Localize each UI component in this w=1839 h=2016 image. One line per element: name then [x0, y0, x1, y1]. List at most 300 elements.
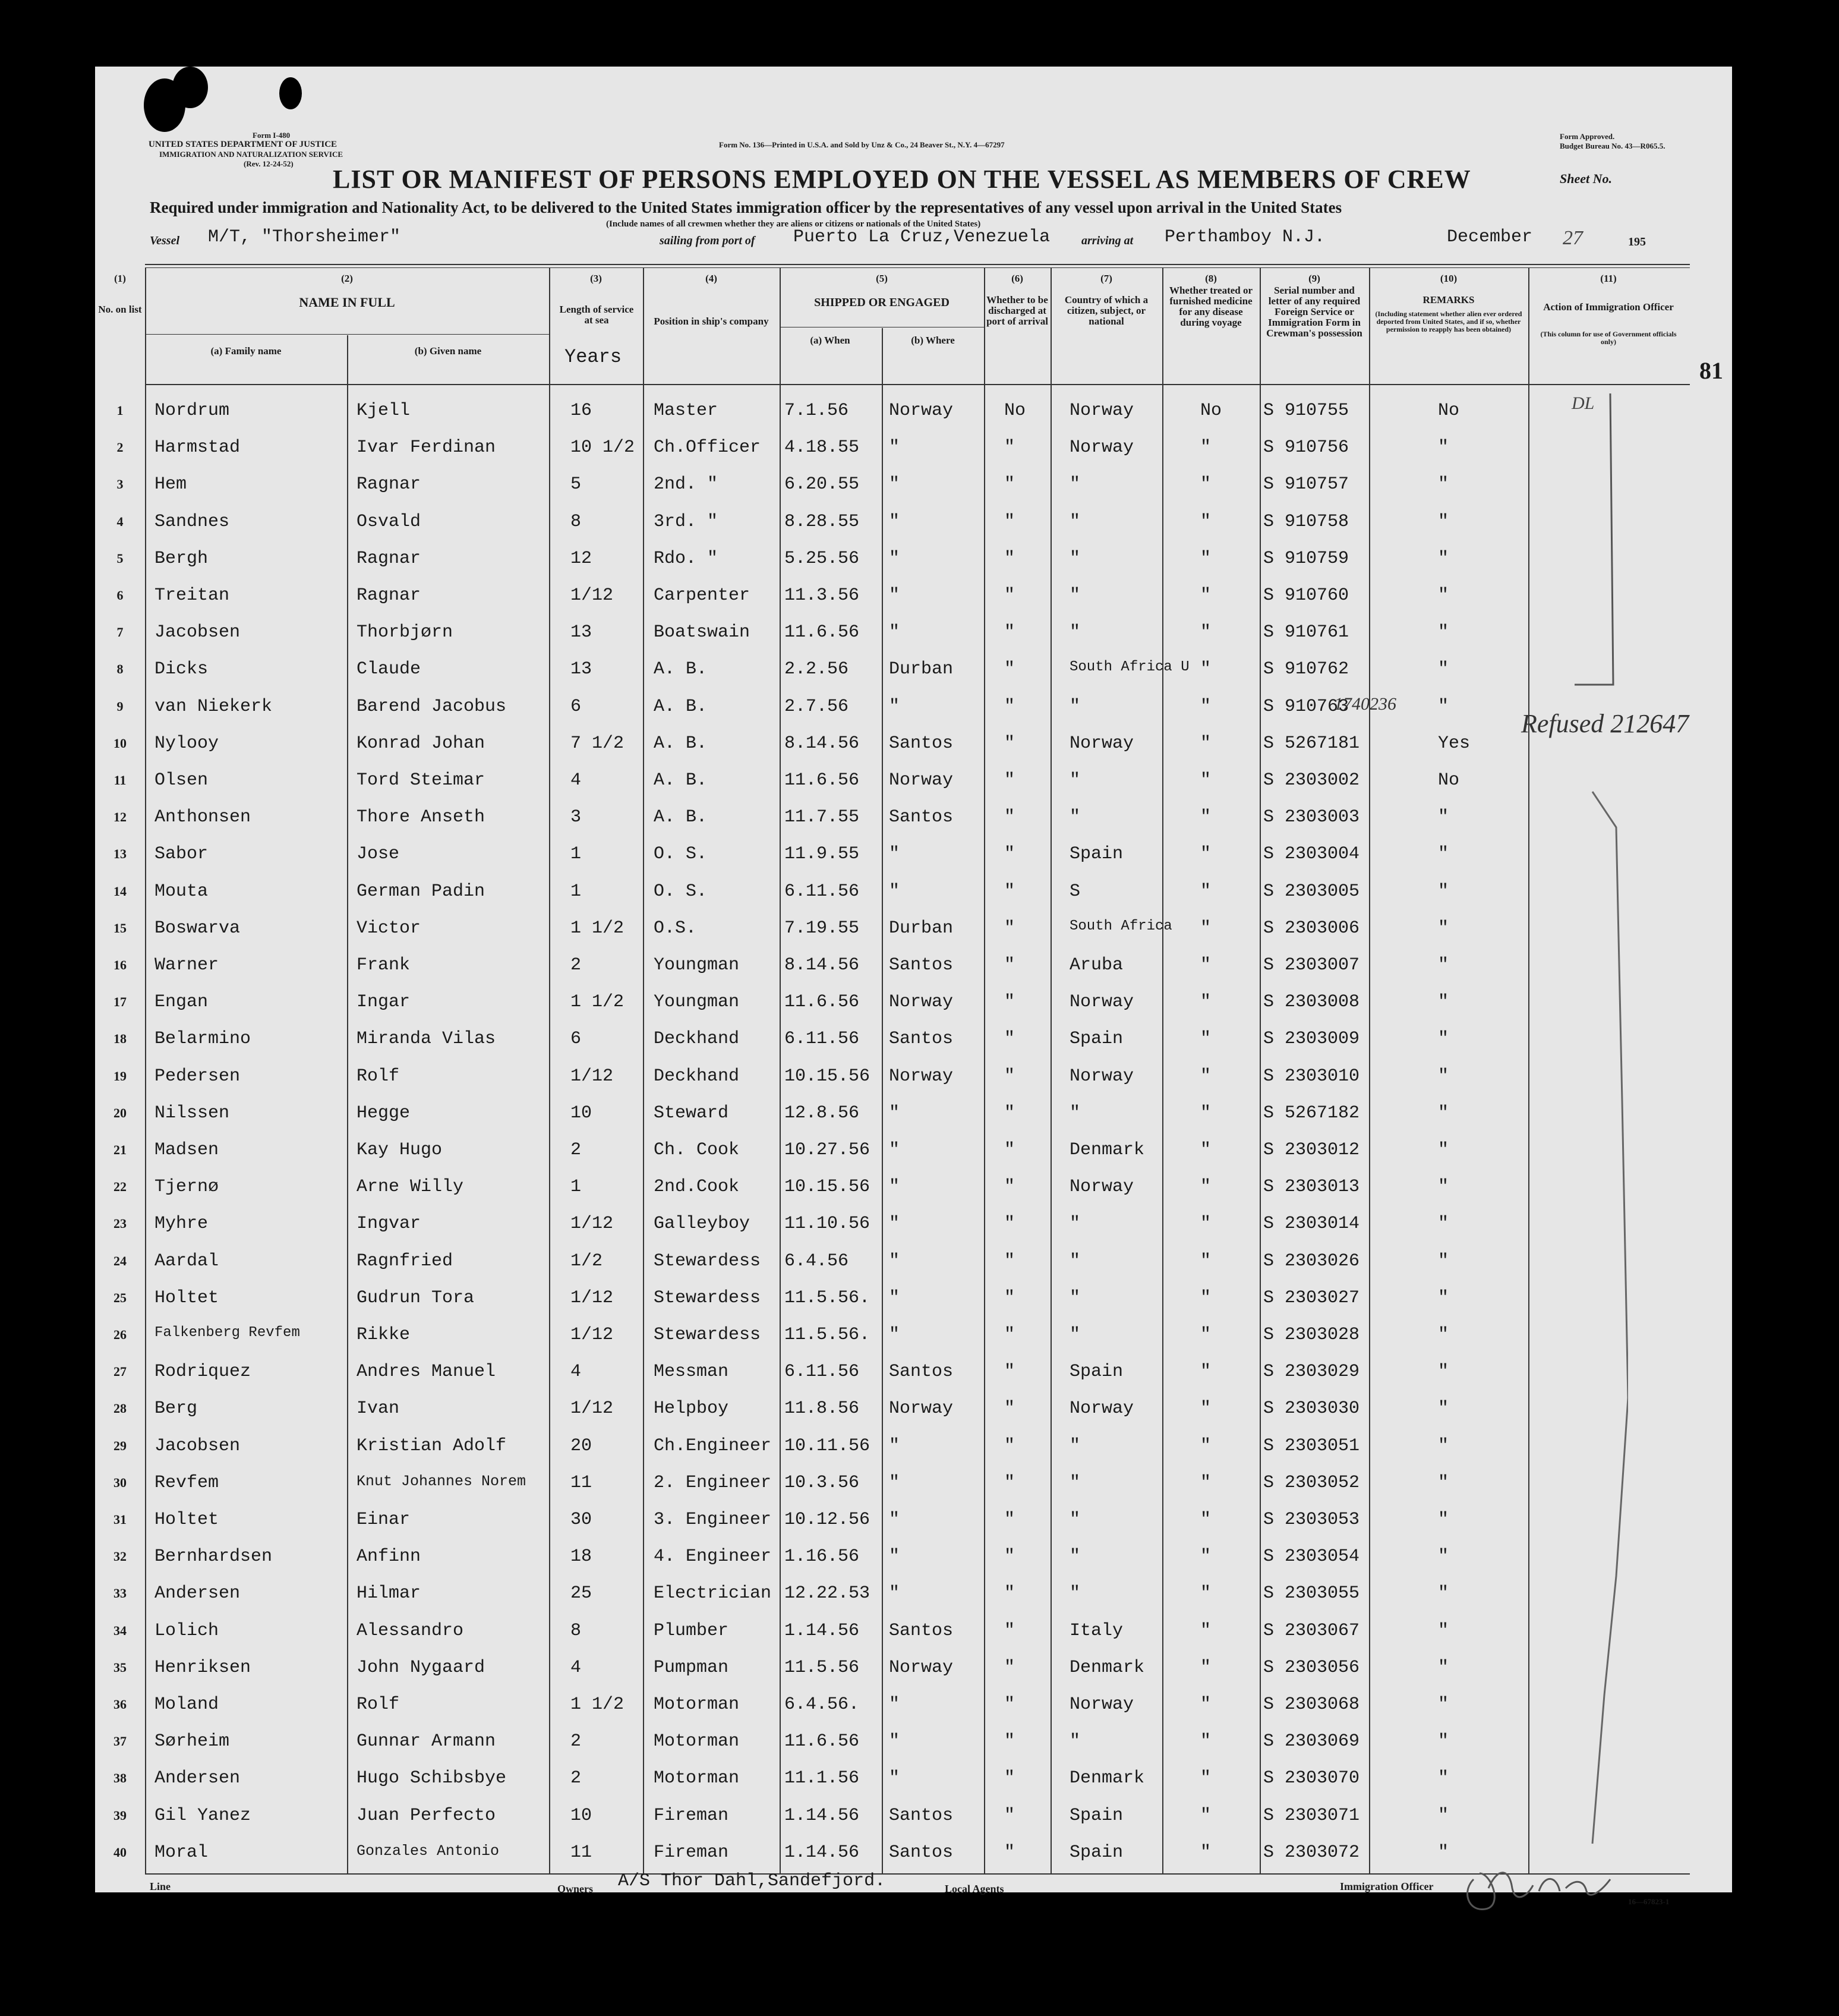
rule-top2: [145, 267, 1690, 268]
row-number: 2: [116, 440, 124, 455]
cell-disch: ": [1004, 1657, 1015, 1678]
cell-position: 2. Engineer: [654, 1472, 772, 1493]
cell-years: 1/12: [570, 1287, 614, 1308]
cell-serial: S 910763: [1263, 696, 1349, 717]
cell-serial: S 2303056: [1263, 1657, 1360, 1678]
cell-where: ": [889, 437, 900, 458]
cell-remarks: No: [1438, 770, 1460, 790]
cell-position: Youngman: [654, 992, 740, 1013]
cell-family: Treitan: [154, 585, 230, 606]
cell-country: ": [1070, 1510, 1081, 1530]
cell-country: ": [1070, 770, 1081, 790]
row-number: 13: [113, 846, 127, 862]
arriving-value: Perthamboy N.J.: [1165, 227, 1326, 247]
col11-num: (11): [1600, 273, 1617, 284]
cell-med: ": [1200, 1620, 1212, 1641]
cell-years: 12: [570, 548, 592, 569]
col9-header: Serial number and letter of any required Foreign Service or Immigration Form in Crewman's possession: [1266, 285, 1362, 339]
cell-given: Alessandro: [357, 1620, 464, 1641]
cell-family: Berg: [154, 1398, 198, 1419]
cell-family: Revfem: [154, 1472, 219, 1493]
cell-years: 1 1/2: [570, 992, 624, 1013]
cell-disch: ": [1004, 585, 1015, 606]
col8-header: Whether treated or furnished medicine for any disease during voyage: [1169, 285, 1253, 328]
cell-where: ": [889, 548, 900, 569]
cell-years: 1/12: [570, 1066, 614, 1086]
cell-disch: ": [1004, 1472, 1015, 1493]
row-number: 33: [113, 1586, 127, 1601]
cell-serial: S 2303012: [1263, 1140, 1360, 1160]
cell-country: ": [1070, 1583, 1081, 1604]
row-number: 36: [113, 1697, 127, 1712]
cell-disch: ": [1004, 1694, 1015, 1715]
cell-remarks: ": [1438, 1546, 1449, 1567]
cell-med: ": [1200, 1731, 1212, 1752]
cell-given: Rolf: [357, 1694, 400, 1715]
cell-disch: ": [1004, 918, 1015, 938]
row-number: 21: [113, 1142, 127, 1157]
cell-when: 11.8.56: [784, 1398, 860, 1419]
cell-when: 11.1.56: [784, 1768, 860, 1789]
cell-years: 4: [570, 770, 582, 790]
row-number: 39: [113, 1807, 127, 1823]
cell-when: 8.28.55: [784, 511, 860, 532]
cell-when: 10.12.56: [784, 1510, 870, 1530]
cell-given: German Padin: [357, 881, 485, 902]
row-number: 11: [113, 773, 127, 788]
cell-disch: ": [1004, 1287, 1015, 1308]
row-number: 1: [116, 403, 124, 418]
cell-where: ": [889, 844, 900, 865]
cell-disch: ": [1004, 1029, 1015, 1050]
cell-position: Fireman: [654, 1842, 729, 1863]
cell-disch: ": [1004, 1768, 1015, 1789]
cell-remarks: ": [1438, 992, 1449, 1013]
cell-disch: ": [1004, 1214, 1015, 1234]
cell-years: 8: [570, 511, 582, 532]
col6-num: (6): [1011, 273, 1023, 284]
cell-med: ": [1200, 437, 1212, 458]
cell-years: 2: [570, 1140, 582, 1160]
cell-serial: S 2303008: [1263, 992, 1360, 1013]
cell-given: Tord Steimar: [357, 770, 485, 790]
cell-where: Santos: [889, 1620, 954, 1641]
cell-med: ": [1200, 1657, 1212, 1678]
cell-family: Nordrum: [154, 401, 230, 421]
cell-serial: S 2303003: [1263, 807, 1360, 828]
page-number: 81: [1699, 357, 1723, 384]
cell-med: ": [1200, 955, 1212, 975]
cell-country: Spain: [1070, 1805, 1124, 1826]
cell-given: Rolf: [357, 1066, 400, 1086]
cell-given: Gunnar Armann: [357, 1731, 496, 1752]
cell-position: Ch. Cook: [654, 1140, 740, 1160]
row-number: 15: [113, 920, 127, 935]
cell-disch: ": [1004, 1510, 1015, 1530]
cell-given: Ragnfried: [357, 1250, 453, 1271]
cell-med: ": [1200, 548, 1212, 569]
cell-serial: S 910758: [1263, 511, 1349, 532]
rule-top: [145, 264, 1690, 265]
cell-where: ": [889, 1510, 900, 1530]
cell-years: 7 1/2: [570, 733, 624, 754]
cell-remarks: ": [1438, 437, 1449, 458]
cell-when: 8.14.56: [784, 733, 860, 754]
cell-serial: S 2303029: [1263, 1362, 1360, 1382]
cell-disch: ": [1004, 1620, 1015, 1641]
cell-years: 16: [570, 401, 592, 421]
cell-country: Norway: [1070, 1694, 1134, 1715]
column-rule: [643, 267, 644, 1873]
sailing-label: sailing from port of: [660, 234, 755, 247]
cell-years: 11: [570, 1472, 592, 1493]
cell-country: ": [1070, 622, 1081, 643]
cell-family: Engan: [154, 992, 209, 1013]
footer-line-label: Line: [150, 1880, 171, 1892]
cell-country: Denmark: [1070, 1140, 1145, 1160]
cell-where: ": [889, 474, 900, 495]
cell-family: Dicks: [154, 659, 209, 680]
cell-med: ": [1200, 733, 1212, 754]
cell-serial: S 910761: [1263, 622, 1349, 643]
cell-where: Norway: [889, 992, 954, 1013]
row-number: 18: [113, 1031, 127, 1047]
cell-given: Konrad Johan: [357, 733, 485, 754]
cell-where: ": [889, 1694, 900, 1715]
cell-country: Aruba: [1070, 955, 1124, 975]
cell-where: Norway: [889, 1066, 954, 1086]
cell-when: 6.4.56.: [784, 1694, 860, 1715]
cell-remarks: ": [1438, 1177, 1449, 1198]
cell-given: Andres Manuel: [357, 1362, 496, 1382]
cell-where: ": [889, 585, 900, 606]
cell-remarks: ": [1438, 511, 1449, 532]
cell-country: Spain: [1070, 1362, 1124, 1382]
cell-where: Santos: [889, 955, 954, 975]
cell-position: O. S.: [654, 881, 708, 902]
cell-years: 4: [570, 1362, 582, 1382]
cell-when: 11.9.55: [784, 844, 860, 865]
cell-position: Motorman: [654, 1768, 740, 1789]
cell-given: Ingar: [357, 992, 411, 1013]
cell-disch: ": [1004, 622, 1015, 643]
col5b-header: (b) Where: [911, 335, 955, 346]
arriving-label: arriving at: [1081, 234, 1134, 247]
row-number: 9: [116, 698, 124, 714]
cell-where: ": [889, 1472, 900, 1493]
cell-remarks: ": [1438, 696, 1449, 717]
cell-given: Kjell: [357, 401, 411, 421]
cell-family: Rodriquez: [154, 1362, 251, 1382]
cell-country: South Africa: [1070, 918, 1172, 934]
cell-family: Mouta: [154, 881, 209, 902]
cell-serial: S 2303051: [1263, 1435, 1360, 1456]
cell-serial: S 2303067: [1263, 1620, 1360, 1641]
col1-num: (1): [114, 273, 126, 284]
cell-when: 11.5.56: [784, 1657, 860, 1678]
col10-num: (10): [1440, 273, 1458, 284]
cell-med: ": [1200, 918, 1212, 938]
col5-num: (5): [876, 273, 888, 284]
cell-med: ": [1200, 1140, 1212, 1160]
cell-given: Osvald: [357, 511, 421, 532]
damage-blot: [279, 77, 302, 109]
cell-given: Ingvar: [357, 1214, 421, 1234]
cell-family: Lolich: [154, 1620, 219, 1641]
cell-when: 8.14.56: [784, 955, 860, 975]
cell-where: ": [889, 1102, 900, 1123]
cell-given: Victor: [357, 918, 421, 938]
cell-when: 6.11.56: [784, 1362, 860, 1382]
cell-given: Ragnar: [357, 474, 421, 495]
cell-med: ": [1200, 1842, 1212, 1863]
row-number: 28: [113, 1401, 127, 1416]
cell-position: Boatswain: [654, 622, 750, 643]
cell-years: 1/12: [570, 1398, 614, 1419]
cell-serial: S 2303068: [1263, 1694, 1360, 1715]
cell-where: ": [889, 696, 900, 717]
cell-disch: ": [1004, 1177, 1015, 1198]
cell-given: Rikke: [357, 1325, 411, 1345]
row-number: 3: [116, 477, 124, 492]
col2a-header: (a) Family name: [210, 345, 282, 357]
row-number: 25: [113, 1290, 127, 1305]
cell-country: Denmark: [1070, 1768, 1145, 1789]
cell-given: Knut Johannes Norem: [357, 1472, 526, 1490]
year-label: 195: [1628, 235, 1646, 248]
cell-position: A. B.: [654, 733, 708, 754]
row-number: 37: [113, 1734, 127, 1749]
cell-disch: ": [1004, 696, 1015, 717]
row-number: 5: [116, 550, 124, 566]
cell-given: Kristian Adolf: [357, 1435, 507, 1456]
cell-position: Fireman: [654, 1805, 729, 1826]
cell-years: 4: [570, 1657, 582, 1678]
cell-med: ": [1200, 1398, 1212, 1419]
cell-serial: S 2303010: [1263, 1066, 1360, 1086]
cell-years: 18: [570, 1546, 592, 1567]
cell-given: Miranda Vilas: [357, 1029, 496, 1050]
cell-disch: ": [1004, 1731, 1015, 1752]
cell-remarks: ": [1438, 1287, 1449, 1308]
cell-serial: S 2303069: [1263, 1731, 1360, 1752]
col4-num: (4): [705, 273, 717, 284]
cell-position: Galleyboy: [654, 1214, 750, 1234]
cell-position: Helpboy: [654, 1398, 729, 1419]
cell-serial: S 2303054: [1263, 1546, 1360, 1567]
include-note: (Include names of all crewmen whether they are aliens or citizens or nationals of the United States): [606, 219, 981, 229]
cell-disch: No: [1004, 401, 1026, 421]
cell-family: Moland: [154, 1694, 219, 1715]
cell-family: Bergh: [154, 548, 209, 569]
cell-given: Thore Anseth: [357, 807, 485, 828]
cell-serial: S 2303028: [1263, 1325, 1360, 1345]
cell-med: ": [1200, 1435, 1212, 1456]
footer-officer-label: Immigration Officer: [1340, 1880, 1434, 1892]
cell-family: Sørheim: [154, 1731, 230, 1752]
cell-disch: ": [1004, 733, 1015, 754]
cell-when: 1.14.56: [784, 1805, 860, 1826]
cell-when: 11.5.56.: [784, 1325, 870, 1345]
cell-country: Norway: [1070, 437, 1134, 458]
cell-country: ": [1070, 696, 1081, 717]
cell-when: 12.22.53: [784, 1583, 870, 1604]
cell-disch: ": [1004, 1435, 1015, 1456]
cell-position: Steward: [654, 1102, 729, 1123]
cell-years: 1/12: [570, 1325, 614, 1345]
cell-where: ": [889, 1140, 900, 1160]
cell-med: No: [1200, 401, 1222, 421]
cell-disch: ": [1004, 1362, 1015, 1382]
cell-position: Youngman: [654, 955, 740, 975]
row-number: 35: [113, 1659, 127, 1675]
cell-position: Messman: [654, 1362, 729, 1382]
cell-country: Norway: [1070, 992, 1134, 1013]
cell-med: ": [1200, 1177, 1212, 1198]
cell-remarks: ": [1438, 1325, 1449, 1345]
cell-given: Kay Hugo: [357, 1140, 443, 1160]
cell-country: South Africa U: [1070, 659, 1190, 676]
cell-when: 7.1.56: [784, 401, 849, 421]
cell-country: ": [1070, 807, 1081, 828]
cell-med: ": [1200, 1362, 1212, 1382]
rule-name-sub: [145, 334, 549, 335]
cell-country: ": [1070, 1325, 1081, 1345]
cell-given: Ivan: [357, 1398, 400, 1419]
cell-country: Spain: [1070, 1029, 1124, 1050]
cell-disch: ": [1004, 548, 1015, 569]
column-rule: [1051, 267, 1052, 1873]
cell-years: 2: [570, 1731, 582, 1752]
row-number: 38: [113, 1771, 127, 1786]
col10-header: REMARKS: [1422, 294, 1475, 305]
cell-years: 8: [570, 1620, 582, 1641]
damage-blot: [172, 67, 208, 108]
cell-family: Bernhardsen: [154, 1546, 273, 1567]
row-number: 19: [113, 1068, 127, 1083]
cell-med: ": [1200, 1694, 1212, 1715]
refused-annotation: Refused 212647: [1521, 709, 1689, 738]
cell-med: ": [1200, 807, 1212, 828]
cell-position: Stewardess: [654, 1325, 761, 1345]
cell-family: Pedersen: [154, 1066, 241, 1086]
column-rule: [1369, 267, 1370, 1873]
cell-remarks: ": [1438, 1694, 1449, 1715]
cell-remarks: ": [1438, 474, 1449, 495]
cell-country: Norway: [1070, 401, 1134, 421]
cell-disch: ": [1004, 1398, 1015, 1419]
row-number: 34: [113, 1623, 127, 1638]
cell-given: Anfinn: [357, 1546, 421, 1567]
cell-med: ": [1200, 770, 1212, 790]
cell-where: Santos: [889, 1029, 954, 1050]
cell-family: Holtet: [154, 1287, 219, 1308]
column-rule: [549, 267, 550, 1873]
cell-position: Plumber: [654, 1620, 729, 1641]
cell-remarks: ": [1438, 1583, 1449, 1604]
col11-header: Action of Immigration Officer: [1543, 301, 1674, 313]
cell-years: 30: [570, 1510, 592, 1530]
sailing-value: Puerto La Cruz,Venezuela: [793, 227, 1051, 247]
row-number: 29: [113, 1438, 127, 1453]
cell-years: 13: [570, 622, 592, 643]
cell-country: Norway: [1070, 1398, 1134, 1419]
cell-position: 3rd. ": [654, 511, 718, 532]
col4-header: Position in ship's company: [654, 316, 769, 327]
col7-header: Country of which a citizen, subject, or national: [1064, 294, 1149, 327]
cell-when: 11.3.56: [784, 585, 860, 606]
cell-where: Santos: [889, 807, 954, 828]
col10-note: (Including statement whether alien ever ordered deported from United States, and if so, whether permission to reapply has been obtained): [1375, 310, 1522, 333]
cell-given: Arne Willy: [357, 1177, 464, 1198]
cell-family: Boswarva: [154, 918, 241, 938]
cell-serial: S 2303071: [1263, 1805, 1360, 1826]
col3-header: Length of service at sea: [559, 304, 634, 326]
cell-years: 5: [570, 474, 582, 495]
cell-family: Belarmino: [154, 1029, 251, 1050]
cell-country: Spain: [1070, 1842, 1124, 1863]
cell-serial: S 2303026: [1263, 1250, 1360, 1271]
cell-country: ": [1070, 1250, 1081, 1271]
cell-remarks: ": [1438, 1620, 1449, 1641]
cell-family: van Niekerk: [154, 696, 273, 717]
cell-country: ": [1070, 1546, 1081, 1567]
cell-med: ": [1200, 1102, 1212, 1123]
cell-given: Gudrun Tora: [357, 1287, 475, 1308]
cell-given: Ivar Ferdinan: [357, 437, 496, 458]
subtitle: Required under immigration and Nationality Act, to be delivered to the United States immigration officer by the representatives of any vessel upon arrival in the United States: [150, 199, 1342, 216]
cell-family: Moral: [154, 1842, 209, 1863]
officer-initials: DL: [1572, 393, 1595, 413]
form-approved: Form Approved.: [1560, 132, 1615, 141]
cell-med: ": [1200, 1250, 1212, 1271]
cell-family: Andersen: [154, 1768, 241, 1789]
date-value: December: [1447, 227, 1533, 247]
cell-years: 1: [570, 844, 582, 865]
cell-given: Gonzales Antonio: [357, 1842, 500, 1860]
cell-serial: S 2303014: [1263, 1214, 1360, 1234]
cell-country: Norway: [1070, 1177, 1134, 1198]
agency-name: UNITED STATES DEPARTMENT OF JUSTICE: [149, 140, 337, 149]
cell-years: 1: [570, 1177, 582, 1198]
cell-serial: S 910757: [1263, 474, 1349, 495]
cell-when: 11.6.56: [784, 1731, 860, 1752]
cell-where: Norway: [889, 1657, 954, 1678]
cell-where: Norway: [889, 401, 954, 421]
col6-header: Whether to be discharged at port of arrival: [986, 294, 1048, 327]
cell-when: 11.10.56: [784, 1214, 870, 1234]
cell-when: 1.14.56: [784, 1620, 860, 1641]
cell-when: 1.16.56: [784, 1546, 860, 1567]
cell-country: ": [1070, 1102, 1081, 1123]
column-rule: [1260, 267, 1261, 1873]
cell-family: Jacobsen: [154, 1435, 241, 1456]
cell-given: Barend Jacobus: [357, 696, 507, 717]
col1-header: No. on list: [98, 304, 142, 315]
rule-header-bottom: [145, 384, 1690, 385]
cell-given: John Nygaard: [357, 1657, 485, 1678]
cell-when: 10.15.56: [784, 1066, 870, 1086]
cell-serial: S 5267181: [1263, 733, 1360, 754]
cell-remarks: No: [1438, 401, 1460, 421]
cell-given: Hugo Schibsbye: [357, 1768, 507, 1789]
cell-remarks: ": [1438, 1140, 1449, 1160]
cell-where: ": [889, 1435, 900, 1456]
cell-where: ": [889, 1287, 900, 1308]
cell-where: Durban: [889, 918, 954, 938]
cell-given: Hegge: [357, 1102, 411, 1123]
cell-remarks: ": [1438, 1398, 1449, 1419]
